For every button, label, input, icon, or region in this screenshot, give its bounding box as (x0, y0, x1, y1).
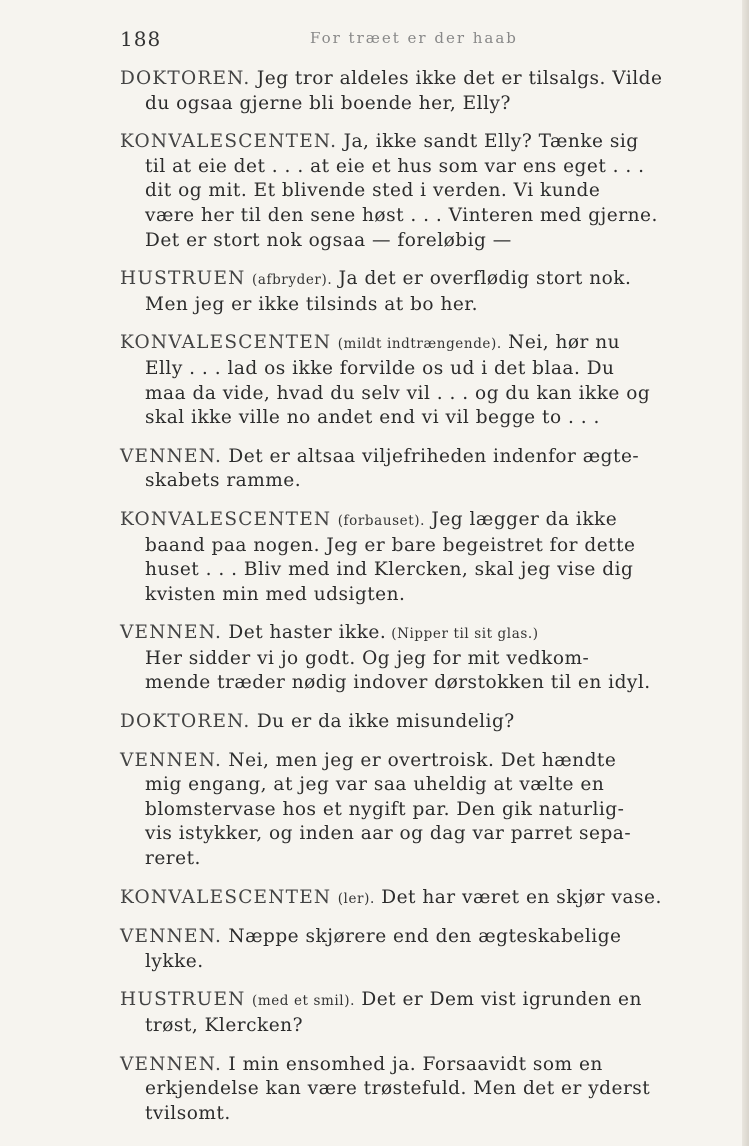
speech-first-line (120, 130, 695, 155)
speech-continuation-line: reret. (145, 848, 201, 870)
speech-first-line (120, 1053, 695, 1078)
speech-continuation-line: vis istykker, og inden aar og dag var parret sepa- (145, 823, 632, 845)
speech-first-line (120, 710, 695, 735)
speech-text: Jeg lægger da ikke (431, 508, 618, 530)
speaker-name: KONVALESCENTEN (120, 332, 332, 354)
speech-block (120, 886, 695, 912)
running-title: For træet er der haab (310, 29, 518, 47)
speech-continuation-line: du ogsaa gjerne bli boende her, Elly? (145, 92, 511, 114)
stage-direction: (Nipper til sit glas.) (391, 626, 539, 643)
speaker-name: HUSTRUEN (120, 989, 246, 1011)
page-edge (742, 0, 749, 1146)
speech-continuation-line: trøst, Klercken? (145, 1015, 303, 1036)
speech-text: Nei, men jeg er overtroisk. Det hændte (228, 749, 617, 771)
stage-direction: (afbryder). (251, 272, 333, 289)
speech-continuation-line: tvilsomt. (145, 1102, 231, 1124)
speech-text: Det har været en skjør vase. (381, 886, 662, 908)
speech-continuation-line: Her sidder vi jo godt. Og jeg for mit vedkom- (145, 647, 590, 669)
speech-continuation-line: Elly . . . lad os ikke forvilde os ud i det blaa. Du (145, 357, 615, 379)
speech-text: Det er altsaa viljefriheden indenfor ægte- (228, 445, 640, 467)
speech-continuation-line: Men jeg er ikke tilsinds at bo her. (145, 293, 479, 315)
dialogue-text (120, 67, 695, 1140)
speech-continuation-line: til at eie det . . . at eie et hus som var ens eget . . . (145, 155, 645, 177)
speaker-name: DOKTOREN. (120, 711, 251, 733)
speech-block (120, 130, 695, 253)
speech-block (120, 267, 695, 317)
speech-text: Ja det er overflødig stort nok. (338, 268, 632, 290)
speech-block (120, 1053, 695, 1127)
speaker-name: HUSTRUEN (120, 268, 246, 290)
speech-first-line (120, 886, 695, 912)
stage-direction: (mildt indtrængende). (337, 336, 502, 353)
speech-first-line (120, 508, 695, 534)
speech-continuation-line: kvisten min med udsigten. (145, 583, 406, 605)
speech-continuation-line: erkjendelse kan være trøstefuld. Men det er yderst (145, 1078, 651, 1100)
speech-continuation-line: Det er stort nok ogsaa — foreløbig — (145, 229, 512, 251)
speech-block (120, 749, 695, 872)
speaker-name: VENNEN. (120, 926, 223, 948)
speech-first-line (120, 621, 695, 647)
speaker-name: DOKTOREN. (120, 68, 251, 89)
speech-continuation-line: huset . . . Bliv med ind Klercken, skal jeg vise dig (145, 559, 634, 581)
speaker-name: KONVALESCENTEN (120, 508, 332, 530)
speaker-name: VENNEN. (120, 445, 223, 467)
speech-text: Du er da ikke misundelig? (256, 711, 515, 733)
speaker-name: KONVALESCENTEN (120, 886, 332, 908)
speech-block (120, 621, 695, 696)
speech-text: Næppe skjørere end den ægteskabelige (228, 926, 622, 948)
speaker-name: VENNEN. (120, 622, 223, 644)
speech-block (120, 710, 695, 735)
speech-text: Nei, hør nu (508, 332, 621, 354)
speech-text: Jeg tror aldeles ikke det er tilsalgs. Vilde (256, 68, 663, 89)
speech-first-line (120, 925, 695, 950)
speech-block (120, 925, 695, 974)
speech-text: Ja, ikke sandt Elly? Tænke sig (343, 131, 639, 153)
speech-block (120, 331, 695, 430)
speech-continuation-line: lykke. (145, 950, 204, 972)
page-header (120, 27, 680, 51)
speaker-name: VENNEN. (120, 1053, 223, 1075)
speech-block (120, 67, 695, 116)
stage-direction: (ler). (337, 890, 375, 907)
speech-continuation-line: mig engang, at jeg var saa uheldig at vælte en (145, 774, 605, 796)
speaker-name: VENNEN. (120, 749, 223, 771)
speech-continuation-line: være her til den sene høst . . . Vinteren med gjerne. (145, 204, 658, 226)
speech-continuation-line: baand paa nogen. Jeg er bare begeistret for dette (145, 534, 636, 556)
speech-block (120, 445, 695, 494)
speech-text: Det haster ikke. (228, 622, 387, 644)
speech-continuation-line: blomstervase hos et nygift par. Den gik naturlig- (145, 798, 625, 820)
speech-first-line (120, 267, 695, 293)
speech-continuation-line: maa da vide, hvad du selv vil . . . og du kan ikke og (145, 382, 651, 404)
stage-direction: (med et smil). (251, 993, 355, 1010)
speech-block (120, 988, 695, 1038)
speech-first-line (120, 67, 695, 92)
speech-continuation-line: mende træder nødig indover dørstokken til en idyl. (145, 672, 651, 694)
speech-continuation-line: dit og mit. Et blivende sted i verden. Vi kunde (145, 180, 601, 202)
speech-continuation-line: skal ikke ville no andet end vi vil begge to . . . (145, 407, 600, 429)
speech-first-line (120, 445, 695, 470)
speaker-name: KONVALESCENTEN. (120, 131, 338, 153)
speech-text: Det er Dem vist igrunden en (361, 989, 642, 1011)
page-number: 188 (120, 27, 162, 51)
speech-first-line (120, 331, 695, 357)
speech-first-line (120, 988, 695, 1014)
speech-continuation-line: skabets ramme. (145, 470, 302, 492)
speech-first-line (120, 749, 695, 774)
speech-text: I min ensomhed ja. Forsaavidt som en (228, 1053, 603, 1075)
stage-direction: (forbauset). (337, 512, 426, 529)
speech-block (120, 508, 695, 607)
